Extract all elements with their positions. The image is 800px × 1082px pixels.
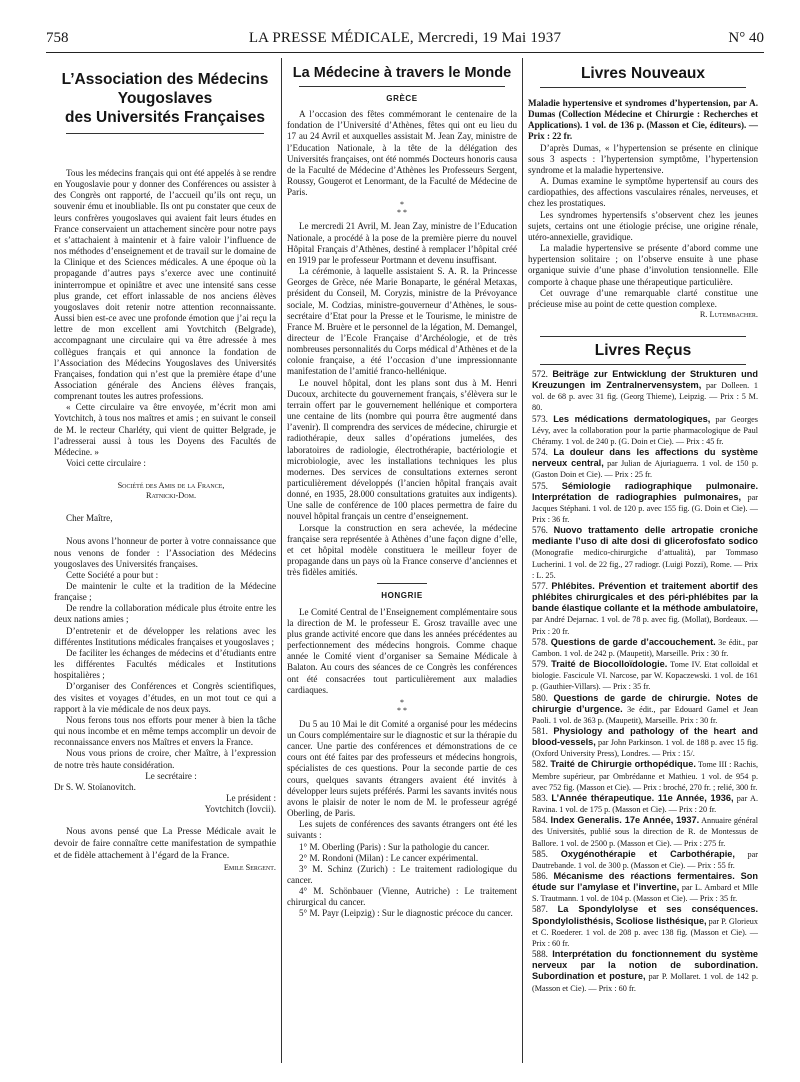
paragraph: « Cette circulaire va être envoyée, m’écrit mon ami Yovtchitch, à tous nos maîtres et amis ; en suivant le conseil de M. le recteur Charléty, qui vient de quitter Belgrade, je l’adresserai aussi à tous les Doyens des Facultés de Médecine. » [54,402,276,457]
lecture-item: 2° M. Rondoni (Milan) : Le cancer expérimental. [299,852,479,863]
book-number: 573. [532,413,554,424]
section-rule [540,336,746,337]
paragraph: Voici cette circulaire : [66,458,146,469]
book-title: Questions de garde d’accouchement. [550,636,716,647]
lecture-item: 3° M. Schinz (Zurich) : Le traitement radiologique du cancer. [287,863,517,885]
book-title: Traité de Biocolloïdologie. [551,659,668,670]
paragraph: A l’occasion des fêtes commémorant le centenaire de la fondation de l’Université d’Athènes, fêtes qui ont eu lieu du 17 au 24 Avril et auxquelles assistait M. Jean Zay, ministre de l’Education Nationale, à la tête de la délégation des Universités françaises, ont été nommés Docteurs honoris causa de la Faculté de Médecine d’Athènes les Professeurs Sergent, Roussy, Gougerot et Lenormant, de la Faculté de Médecine de Paris. [287,109,517,198]
book-details: Tome III : Rachis, Membre supérieur, par Ombrédanne et Mathieu. 1 vol. de 954 p. avec 752 fig. (Masson et Cie). — Prix : broché, 270 fr. ; relié, 300 fr. [532,760,758,792]
book-details: Tome IV. Etat colloïdal et biologie. Fascicule VI. Narcose, par W. Kopaczewski. 1 vol. de 161 p. (Gauthier-Villars). — Prix : 35 fr. [532,660,758,692]
paragraph: D’entretenir et de développer les relations avec les différentes Institutions médicales françaises et yougoslaves ; [54,625,276,647]
book-entry [528,726,758,759]
paragraph: La maladie hypertensive se présente d’abord comme une hypertension solitaire ; on l’observe ensuite à une phase organique suivie d’une phase d’involution tensionnelle. Elle comporte à chaque phase une thérapeutique particulière. [528,243,758,287]
secretary-name: Dr S. W. Stoïanovitch. [54,781,136,792]
separator-stars: * * * [397,200,407,218]
org-name: Société des Amis de la France, [117,481,225,491]
book-title: Phlébites. Prévention et traitement abortif des phlébites chirurgicales et des péri-phlébites par la bande élastique collante et la méthode ambulatoire, [532,580,759,614]
header-rule [46,52,764,53]
book-number: 580. [532,692,554,703]
book-title: Les médications dermatologiques, [553,413,711,424]
paragraph: Le Comité Central de l’Enseignement complémentaire sous la direction de M. le professeur E. Grosz travaille avec une plus grande activité encore que dans les années précédentes au perfectionnement des médecins hongrois. Comme chaque année le Comité vient d’organiser sa Semaine Médicale à Balaton. Au cours des séances de ce Congrès les conférences ont été consacrées tout particulièrement aux maladies cardiaques. [287,606,517,695]
book-title: Physiology and pathology of the heart and blood-vessels, [532,725,759,748]
book-details: par P. Glorieux et C. Roederer. 1 vol. de 208 p. avec 138 fig. (Masson et Cie). — Prix : 60 fr. [532,916,758,948]
title-rule [540,364,746,365]
book-title: Questions de garde de chirurgie. Notes de chirurgie d’urgence. [532,692,758,714]
section-title: La Médecine à travers le Monde [292,65,512,81]
paragraph: Tous les médecins français qui ont été appelés à se rendre en Yougoslavie pour y donner des Conférences ou assister à des Congrès ont rapporté, de l’accueil qu’ils ont reçu, un souvenir ému et inoubliable. Ils ont pu constater que ceux de leurs confrères yougoslaves qui avaient fait leurs études en France conservaient un attachement sincère pour notre pays et s’attachaient à maintenir et à faire valoir l’influence de nos méthodes d’enseignement et de travail sur le domaine de la Clinique et des Sciences médicales. A une époque où la propagande d’autres pays s’exerce avec une continuité ininterrompue et opiniâtre et avec une intensité sans cesse plus grande, cet effort inlassable de nos anciens élèves yougoslaves doit retenir notre attention reconnaissante. Aussi bien est-ce avec une profonde émotion que j’ai reçu la lettre de mon excellent ami Yovtchitch (Belgrade), accompagnant une circulaire qui va être adressée à mes collègues français et qui annonce la fondation de l’Association des Médecins Yougoslaves des Universités Françaises, fondation qui n’est que la première étape d’une Association générale des Anciens élèves français, comprenant toutes les autres professions. [54,168,276,402]
book-entry [528,447,758,480]
publication-title: LA PRESSE MÉDICALE, Mercredi, 19 Mai 1937 [248,30,562,46]
book-entry [528,637,758,659]
book-number: 583. [532,792,552,803]
paragraph: La cérémonie, à laquelle assistaient S. A. R. la Princesse Georges de Grèce, née Marie Bonaparte, le général Metaxas, président du Conseil, M. Coryzis, ministre de la Prévoyance sociale, M. Codzias, ministre-gouverneur d’Athènes, le sous-secrétaire d’Etat pour la Presse et le Tourisme, le ministre de France M. Bruère et le personnel de la légation, M. Demangel, directeur de l’Ecole Française d’Archéologie, et de très nombreuses personnalités du Corps médical d’Athènes et de la colonie française, a été l’occasion d’une impressionnante manifestation de l’amitié franco-hellénique. [287,266,517,377]
paragraph: Nous ferons tous nos efforts pour mener à bien la tâche qui nous incombe et en même temps accomplir un devoir de reconnaissance envers nos Maîtres et envers la France. [54,714,276,748]
paragraph: Les syndromes hypertensifs s’observent chez les jeunes sujets, certains ont une étiologie précise, une origine rénale, utéro-annexielle, gravidique. [528,209,758,242]
book-number: 574. [532,447,554,458]
book-title: Traité de Chirurgie orthopédique. [550,759,696,770]
book-title: Interprétation du fonctionnement du système nerveux par la notion de subordination. Subordination et posture, [532,949,758,982]
book-details: 3e édit., par Cambon. 1 vol. de 242 p. (Maupetit), Marseille. Prix : 30 fr. [532,637,759,658]
book-title: Beiträge zur Entwicklung der Strukturen und Kreuzungen im Zentralnervensystem, [532,368,758,391]
book-entry [528,693,758,726]
title-rule [66,133,264,134]
book-number: 581. [532,725,554,736]
page-header [46,30,764,50]
book-title: Sémiologie radiographique pulmonaire. Interprétation de radiographies pulmonaires, [532,480,759,502]
article-title [54,70,276,127]
book-title: Mécanisme des réactions fermentaires. Son étude sur l’amylase et l’invertine, [532,871,758,893]
president-name: Yovtchitch (Iovcii). [204,804,276,815]
book-details: par Julian de Ajuriaguerra. 1 vol. de 150 p. (Gaston Doin et Cie). — Prix : 25 fr. [532,459,758,480]
column-right [528,62,758,994]
book-entry [528,581,758,637]
paragraph: Nous vous prions de croire, cher Maître, à l’expression de notre très haute considération. [54,748,276,770]
country-heading: GRÈCE [386,94,418,103]
book-details: par John Parkinson. 1 vol. de 188 p. avec 15 fig. (Oxford University Press), Londres. — Prix : 15/. [532,738,758,759]
book-details: 3e édit., par Edouard Gamel et Jean Paoli. 1 vol. de 363 p. (Maupetit), Marseille. Prix : 30 fr. [532,704,758,725]
paragraph: Le nouvel hôpital, dont les plans sont dus à M. Henri Ducoux, architecte du gouvernement français, s’élèvera sur le terrain offert par le gouvernement hellénique et comportera une centaine de lits (nombre qui pourra être augmenté dans l’avenir). Il comprendra des services de médecine, chirurgie et radiothérapie, deux salles d’opérations jumelées, des laboratoires de radiologie, électrothérapie, bactériologie et microbiologie, avec les installations techniques les plus modernes. Des services de consultations externes seront particulièrement développés (l’ancien hôpital français avait donné, en 1935, 28.000 consultations gratuites aux indigents). Une salle de conférence de 100 places permettra de faire du nouvel hôpital français un centre d’enseignement. [287,377,517,522]
book-entry [528,659,758,692]
paragraph: Nous avons pensé que La Presse Médicale avait le devoir de faire connaître cette manifestation de sympathie et de fidèle attachement à l’égard de la France. [54,827,276,861]
book-title: Oxygénothérapie et Carbothérapie, [560,848,735,859]
column-divider [281,58,282,1063]
book-entry [528,904,758,949]
president-role: Le président : [226,792,276,803]
separator-stars: * * * [397,697,407,715]
paragraph: De rendre la collaboration médicale plus étroite entre les deux nations amies ; [54,603,276,625]
book-title: Nuovo trattamento delle artropatie croniche mediante l’uso di alte dosi di glicerofosfato sodico [532,525,758,547]
book-number: 579. [532,659,552,670]
title-line: Yougoslaves [117,90,213,107]
book-details: par Dautrebande. 1 vol. de 300 p. (Masson et Cie). — Prix : 55 fr. [532,849,758,870]
reviewer-name: R. Lutembacher. [699,309,758,319]
section-rule [377,583,427,584]
book-number: 584. [532,815,551,826]
country-heading: HONGRIE [381,591,423,601]
book-title: La douleur dans les affections du système nerveux central, [532,447,758,469]
books-received-list [528,369,758,994]
paragraph: Les sujets de conférences des savants étrangers ont été les suivants : [287,819,517,841]
lecture-item: 4° M. Schönbauer (Vienne, Autriche) : Le traitement chirurgical du cancer. [287,886,517,908]
book-entry [528,369,758,414]
org-name: Ratnicki-Dom. [145,491,197,501]
secretary-role: Le secrétaire : [145,770,197,781]
book-details: par Dolleen. 1 vol. de 68 p. avec 31 fig. (Georg Thieme), Leipzig. — Prix : 5 M. 80. [532,381,759,413]
section-title: Livres Reçus [594,341,692,359]
paragraph: D’organiser des Conférences et Congrès scientifiques, des visites et voyages d’études, en un mot tout ce qui a rapport à la vie médicale de nos deux pays. [54,681,276,714]
paragraph: Nous avons l’honneur de porter à votre connaissance que nous venons de fonder : l’Association des Médecins yougoslaves des Universités françaises. [54,536,276,569]
book-number: 577. [532,580,552,591]
title-line: des Universités Françaises [65,109,265,126]
book-title: L’Année thérapeutique. 11e Année, 1936, [551,792,734,803]
lecture-item: 1° M. Oberling (Paris) : Sur la pathologie du cancer. [299,841,490,852]
paragraph: A. Dumas examine le symptôme hypertensif au cours des cardiopathies, des affections vasculaires rénales, nerveuses, et chez les prostatiques. [528,176,758,209]
book-entry [528,414,758,447]
paragraph: De maintenir le culte et la tradition de la Médecine française ; [54,581,276,603]
book-entry [528,759,758,792]
book-number: 585. [532,848,561,859]
paragraph: Cet ouvrage d’une remarquable clarté constitue une précieuse mise au point de cette question complexe. [528,287,758,309]
book-details: par A. Ravina. 1 vol. de 175 p. (Masson et Cie). — Prix : 20 fr. [532,793,758,815]
book-details: Annuaire général des Universités, publié sous la direction de R. de Montessus de Ballore. 1 vol. de 2500 p. (Masson et Cie). — Prix : 275 fr. [532,816,759,848]
issue-number: N° 40 [728,30,764,46]
book-entry [528,871,758,904]
salutation: Cher Maître, [66,513,113,524]
book-number: 586. [532,871,554,881]
paragraph: Du 5 au 10 Mai le dit Comité a organisé pour les médecins un Cours complémentaire sur le diagnostic et sur la thérapie du cancer. Une partie des conférences et démonstrations de ce cours ont été faites par des professeurs et médecins hongrois, spécialistes de ces questions. Pour la seconde partie de ces cours, quelques savants étrangers avaient été invités à développer leurs sujets préférés. Parmi les savants invités nous avons le plaisir de noter le nom de M. le professeur agrégé Oberling, de Paris. [287,718,517,819]
column-middle [287,62,517,920]
paragraph: Cette Société a pour but : [66,569,159,580]
book-entry [528,481,758,526]
book-details: (Monografie medico-chirurgiche d’attualità), par Tommaso Lucherini. 1 vol. de 22 fig., 27 radiogr. (Luigi Pozzi), Rome. — Prix : L. 25. [532,548,758,580]
paragraph: D’après Dumas, « l’hypertension se présente en clinique sous 3 aspects : l’hypertension symptôme, l’hypertension syndrome et la maladie hypertensive. [528,142,758,175]
signature: Emile Sergent. [223,862,276,872]
book-entry [528,525,758,581]
paragraph: De faciliter les échanges de médecins et d’étudiants entre les différentes Facultés médicales et Institutions hospitalières ; [54,647,276,681]
book-details: par P. Mollaret. 1 vol. de 142 p. (Masson et Cie). — Prix : 60 fr. [532,972,759,993]
book-details: par L. Ambard et Mlle S. Trautmann. 1 vol. de 104 p. (Masson et Cie). — Prix : 35 fr. [532,883,758,904]
book-entry [528,849,758,871]
paragraph: Le mercredi 21 Avril, M. Jean Zay, ministre de l’Education Nationale, a procédé à la pose de la première pierre du nouvel Hôpital Français d’Athènes, destiné à remplacer l’hôpital créé en 1919 par le professeur Portmann et devenu insuffisant. [287,221,517,265]
book-title: La Spondylolyse et ses conséquences. Spondylolisthésis, Scoliose listhésique, [532,904,758,926]
book-details: par André Dejarnac. 1 vol. de 78 p. avec fig. (Mollat), Bordeaux. — Prix : 20 fr. [532,615,758,636]
section-title: Livres Nouveaux [580,65,706,82]
title-rule [299,86,505,87]
title-rule [540,87,746,88]
book-details: par Jacques Stéphani. 1 vol. de 120 p. avec 155 fig. (G. Doin et Cie). — Prix : 36 fr. [532,492,758,524]
book-entry [528,949,758,994]
book-number: 575. [532,480,562,491]
book-entry [528,793,758,815]
book-number: 588. [532,949,553,960]
column-left [54,62,276,873]
page-number: 758 [46,30,69,46]
book-number: 572. [532,368,553,379]
book-title: Index Generalis. 17e Année, 1937. [550,815,700,826]
book-number: 578. [532,636,551,647]
book-number: 576. [532,525,554,536]
book-number: 587. [532,904,558,915]
book-entry [528,815,758,848]
book-review-heading: Maladie hypertensive et syndromes d’hypertension, par A. Dumas (Collection Médecine et Chirurgie : Recherches et Applications). 1 vol. de 136 p. (Masson et Cie, éditeurs). — Prix : 22 fr. [528,98,758,142]
paragraph: Lorsque la construction en sera achevée, la médecine française sera représentée à Athènes d’une façon digne d’elle, et cet hôpital modèle constituera le meilleur foyer de propagande dans un pays où la France conserve d’anciennes et très fidèles amitiés. [287,522,517,578]
column-divider [522,58,523,1063]
book-number: 582. [532,759,551,770]
book-details: par Georges Lévy, avec la collaboration pour la partie pharmacologique de Paul Chéramy. 1 vol. de 240 p. (G. Doin et Cie). — Prix : 45 fr. [532,414,758,446]
lecture-item: 5° M. Payr (Leipzig) : Sur le diagnostic précoce du cancer. [299,908,513,919]
title-line: L’Association des Médecins [61,71,269,88]
